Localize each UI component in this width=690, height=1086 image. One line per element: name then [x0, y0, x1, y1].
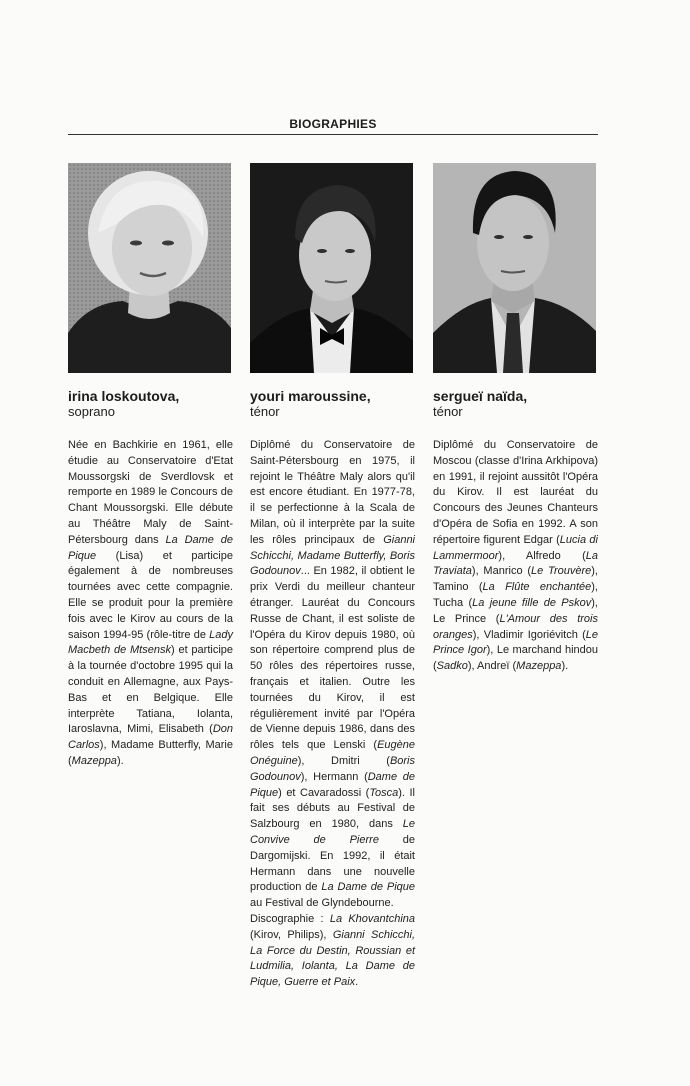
bio-text-run: ), Le Prince (	[433, 596, 598, 625]
artist-column-3	[433, 163, 598, 675]
bio-italic-run: Le Trouvère	[531, 565, 592, 578]
artist-name: irina loskoutova,	[68, 388, 180, 404]
bio-text-run: (Lisa) et participe également à de nombreuses tournées avec cette compagnie. Elle se produit pour la première fois avec le Kirov au cours de la saison 1994-95 (rôle-titre de	[68, 549, 233, 641]
portrait-photo-1	[68, 163, 231, 373]
artist-voice: ténor	[250, 404, 280, 419]
bio-text-run: ), Dmitri (	[297, 754, 390, 767]
bio-text-run: de Dargomijski. En 1992, il était Hermann dans une nouvelle production de	[250, 833, 415, 894]
bio-text-run: ), Tamino (	[433, 565, 598, 594]
header-rule	[68, 134, 598, 135]
artist-column-1	[68, 163, 233, 770]
artist-voice: soprano	[68, 404, 115, 419]
bio-italic-run: Le Convive de Pierre	[250, 818, 415, 846]
bio-italic-run: Gianni Schicchi, La Force du Destin, Roussian et Ludmilia, Iolanta, La Dame de Pique, Guerre et Paix	[250, 928, 416, 989]
bio-text-run: ), Le marchand hindou (	[433, 644, 598, 673]
bio-italic-run: Tosca	[369, 786, 399, 799]
artist-bio	[433, 438, 598, 675]
bio-text-run: ), Andreï (	[467, 660, 517, 673]
bio-text-run: ), Manrico (	[471, 565, 532, 578]
bio-text-run: ), Hermann (	[300, 770, 368, 783]
portrait-man-bowtie	[250, 163, 413, 373]
bio-italic-run: L'Amour des trois oranges	[433, 612, 598, 641]
bio-text-run: ), Tucha (	[433, 581, 598, 609]
artist-bio	[68, 438, 233, 770]
bio-text-run: ) et Cavaradossi (	[278, 786, 370, 799]
bio-italic-run: La Traviata	[433, 549, 598, 578]
bio-italic-run: Gianni Schicchi, Madame Butterfly, Boris Godounov	[250, 533, 415, 578]
bio-text-run: au Festival de Glyndebourne.	[250, 897, 394, 910]
bio-italic-run: La Dame de Pique	[321, 881, 415, 894]
bio-italic-run: Don Carlos	[68, 723, 233, 752]
bio-italic-run: Eugène Onéguine	[250, 739, 415, 767]
artist-bio	[250, 438, 415, 991]
bio-italic-run: La Flûte enchantée	[482, 581, 592, 594]
bio-italic-run: La Khovantchina	[329, 912, 416, 925]
portrait-man-tie	[433, 163, 596, 373]
bio-text-run: Diplômé du Conservatoire de Moscou (classe d'Irina Arkhipova) en 1991, il rejoint aussitôt l'Opéra du Kirov. Il est lauréat du Concours des Jeunes Chanteurs d'Opéra de Sofia en 1992. A son répertoire figurent Edgar (	[433, 439, 598, 546]
artist-voice: ténor	[433, 404, 463, 419]
bio-text-run: Discographie :	[250, 912, 330, 925]
bio-text-run: ), Alfredo (	[498, 549, 586, 562]
bio-italic-run: Le Prince Igor	[433, 628, 598, 657]
bio-text-run: ), Vladimir Igoriévitch (	[472, 628, 586, 641]
bio-text-run: ), Madame Butterfly, Marie (	[68, 739, 233, 767]
portrait-photo-3	[433, 163, 596, 373]
bio-text-run: ). Il fait ses débuts au Festival de Salzbourg en 1980, dans	[250, 786, 415, 831]
bio-text-run: Diplômé du Conservatoire de Saint-Pétersbourg en 1975, il rejoint le Théâtre Maly alors qu'il est encore étudiant. En 1977-78, il se perfectionne à la Scala de Milan, où il interprète par la suite les rôles principaux de	[250, 439, 415, 546]
bio-italic-run: Boris Godounov	[250, 754, 415, 783]
bio-italic-run: Lucia di Lammermoor	[433, 533, 598, 562]
artist-column-2	[250, 163, 415, 991]
portrait-photo-2	[250, 163, 413, 373]
bio-text-run: ) et participe à la tournée d'octobre 1995 qui la conduit en Allemagne, aux Pays-Bas et en Belgique. Elle interprète Tatiana, Iolanta, Iaroslavna, Mimi, Elisabeth (	[68, 644, 233, 736]
bio-italic-run: Dame de Pique	[250, 770, 415, 799]
portrait-woman-blonde	[68, 163, 231, 373]
bio-text-run: ).	[561, 660, 569, 673]
bio-text-run: ).	[116, 754, 124, 767]
bio-italic-run: Sadko	[436, 660, 468, 673]
page-title: BIOGRAPHIES	[289, 117, 377, 131]
artist-name: sergueï naïda,	[433, 388, 528, 404]
bio-italic-run: Lady Macbeth de Mtsensk	[68, 628, 233, 657]
artist-name: youri maroussine,	[250, 388, 371, 404]
bio-italic-run: Mazeppa	[516, 660, 562, 673]
bio-text-run: .	[355, 976, 359, 989]
bio-text-run: Née en Bachkirie en 1961, elle étudie au Conservatoire d'Etat Moussorgski de Sverdlovsk et remporte en 1989 le Concours de Chant Moussorgski. Elle débute au Théâtre Maly de Saint-Pétersbourg dans	[68, 439, 233, 546]
bio-italic-run: La Dame de Pique	[68, 533, 233, 562]
bio-italic-run: La jeune fille de Pskov	[472, 596, 592, 609]
bio-italic-run: Mazeppa	[71, 754, 117, 767]
bio-text-run: (Kirov, Philips),	[250, 928, 333, 941]
bio-text-run: ... En 1982, il obtient le prix Verdi du meilleur chanteur étranger. Lauréat du Concours Russe de Chant, il est soliste de l'Opéra du Kirov depuis 1980, où son répertoire comprend plus de 50 rôles des répertoires russe, français et italien. Outre les tournées du Kirov, il est régulièrement invité par l'Opéra de Vienne depuis 1986, dans des rôles tels que Lenski (	[250, 565, 415, 752]
